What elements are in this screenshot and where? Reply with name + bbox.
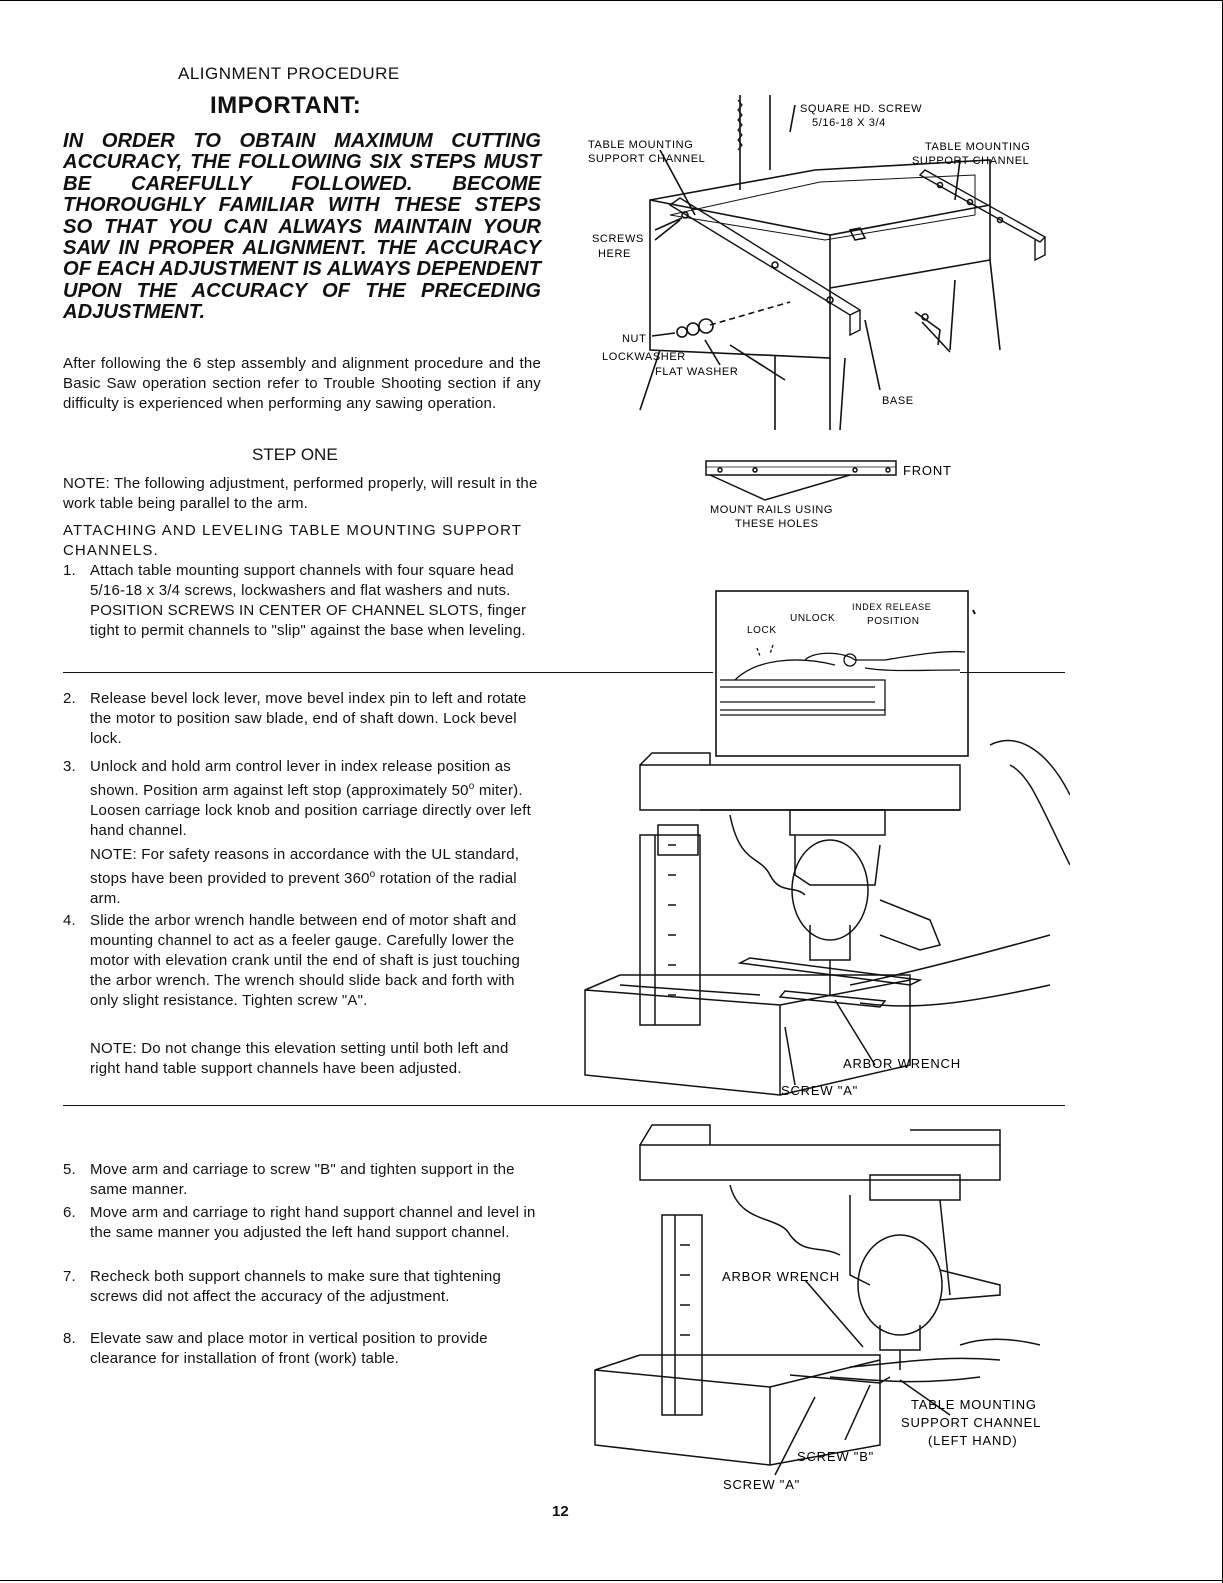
note-text: For safety reasons in accordance with the UL standard, stops have been provided to prevent 360	[90, 846, 520, 887]
item-number: 5.	[63, 1161, 76, 1178]
callout-label: ARBOR WRENCH	[722, 1269, 840, 1284]
note-label: NOTE:	[90, 1040, 137, 1057]
callout-label: LOCKWASHER	[602, 351, 686, 363]
callout-label: SQUARE HD. SCREW	[800, 103, 923, 115]
warning-paragraph: IN ORDER TO OBTAIN MAXIMUM CUTTING ACCURACY, THE FOLLOWING SIX STEPS MUST BE CAREFULLY FOLLOWED. BECOME THOROUGHLY FAMILIAR WITH THESE STEPS SO THAT YOU CAN ALWAYS MAINTAIN YOUR SAW IN PROPER ALIGNMENT. THE ACCURACY OF EACH ADJUSTMENT IS ALWAYS DEPENDENT UPON THE ACCURACY OF THE PRECEDING ADJUSTMENT.	[63, 130, 541, 324]
item-text: Attach table mounting support channels with four square head 5/16-18 x 3/4 screws, lockwashers and flat washers and nuts. POSITION SCREWS IN CENTER OF CHANNEL SLOTS, finger tight to permit channels to "slip" against the base when leveling.	[90, 562, 527, 639]
list-item	[63, 1267, 541, 1327]
item-text: Release bevel lock lever, move bevel index pin to left and rotate the motor to position saw blade, end of shaft down. Lock bevel lock.	[90, 690, 527, 747]
page-border-bottom	[0, 1580, 1223, 1581]
divider	[63, 672, 713, 673]
page-number: 12	[552, 1503, 569, 1520]
list-item	[63, 1203, 541, 1263]
list-item	[63, 561, 541, 641]
item-text: Slide the arbor wrench handle between end of motor shaft and mounting channel to act as a feeler gauge. Carefully lower the motor with elevation crank until the end of shaft is just touching the arbor wrench. The wrench should slide back and forth with only slight resistance. Tighten screw "A".	[90, 912, 521, 1009]
divider	[63, 1105, 1065, 1106]
item-text: Unlock and hold arm control lever in index release position as shown. Position arm against left stop (approximately 50$^o$ miter). Loosen carriage lock knob and position carriage directly over left hand channel.	[90, 758, 531, 839]
item-number: 6.	[63, 1204, 76, 1221]
callout-label: TABLE MOUNTING	[588, 139, 694, 151]
list-item	[63, 757, 541, 837]
item-text: Move arm and carriage to screw "B" and tighten support in the same manner.	[90, 1161, 515, 1198]
item-number: 3.	[63, 758, 76, 775]
callout-label: (LEFT HAND)	[928, 1433, 1018, 1448]
callout-label: FRONT	[903, 463, 952, 478]
subsection-heading: ATTACHING AND LEVELING TABLE MOUNTING SUPPORT CHANNELS.	[63, 522, 522, 559]
callout-label: SUPPORT CHANNEL	[912, 155, 1030, 167]
section-heading: ALIGNMENT PROCEDURE	[178, 64, 400, 83]
callout-label: THESE HOLES	[735, 518, 819, 530]
callout-label: MOUNT RAILS USING	[710, 504, 834, 516]
mounting-rail-illustration	[690, 455, 990, 540]
note-paragraph	[90, 1039, 540, 1079]
intro-paragraph: After following the 6 step assembly and alignment procedure and the Basic Saw operation section refer to Trouble Shooting section if any difficulty is experienced when performing any sawing operation.	[63, 355, 541, 412]
item-text: Move arm and carriage to right hand support channel and level in the same manner you adjusted the left hand support channel.	[90, 1204, 536, 1241]
callout-label: UNLOCK	[790, 613, 836, 624]
item-number: 7.	[63, 1268, 76, 1285]
note-text: The following adjustment, performed properly, will result in the work table being parallel to the arm.	[63, 475, 538, 512]
callout-label: LOCK	[747, 625, 777, 636]
callout-label: SUPPORT CHANNEL	[901, 1415, 1042, 1430]
callout-label: SCREW "A"	[781, 1083, 859, 1098]
callout-label: POSITION	[867, 616, 920, 627]
base-assembly-illustration	[560, 90, 1070, 440]
saw-screw-a-illustration	[580, 735, 1070, 1105]
item-number: 8.	[63, 1330, 76, 1347]
callout-label: SCREW "B"	[797, 1449, 875, 1464]
callout-label: SUPPORT CHANNEL	[588, 153, 706, 165]
step-title: STEP ONE	[252, 445, 338, 464]
important-heading: IMPORTANT:	[210, 92, 362, 119]
list-item	[63, 911, 541, 1031]
note-text: Do not change this elevation setting until both left and right hand table support channels have been adjusted.	[90, 1040, 509, 1077]
callout-label: BASE	[882, 395, 914, 407]
list-item	[63, 1160, 541, 1200]
callout-label: SCREW "A"	[723, 1477, 801, 1492]
callout-label: 5/16-18 X 3/4	[812, 117, 886, 129]
item-number: 4.	[63, 912, 76, 929]
list-item	[63, 1329, 541, 1369]
item-text: Elevate saw and place motor in vertical position to provide clearance for installation of front (work) table.	[90, 1330, 488, 1367]
list-item	[63, 689, 541, 749]
callout-label: HERE	[598, 248, 631, 260]
callout-label: SCREWS	[592, 233, 644, 245]
note-paragraph: NOTE: For safety reasons in accordance with the UL standard, stops have been provided to prevent 360$^o$ rotation of the radial arm.	[90, 846, 520, 907]
note-label: NOTE:	[90, 846, 137, 863]
saw-screw-b-illustration	[580, 1115, 1070, 1500]
item-text: Recheck both support channels to make sure that tightening screws did not affect the accuracy of the adjustment.	[90, 1268, 502, 1305]
item-number: 2.	[63, 690, 76, 707]
note-label: NOTE:	[63, 475, 110, 492]
callout-label: NUT	[622, 333, 647, 345]
callout-label: TABLE MOUNTING	[911, 1397, 1037, 1412]
callout-label: TABLE MOUNTING	[925, 141, 1031, 153]
callout-label: INDEX RELEASE	[852, 602, 932, 612]
item-number: 1.	[63, 562, 76, 579]
callout-label: FLAT WASHER	[655, 366, 739, 378]
note-paragraph	[63, 474, 541, 514]
page-border-top	[0, 0, 1223, 1]
callout-label: ARBOR WRENCH	[843, 1056, 961, 1071]
